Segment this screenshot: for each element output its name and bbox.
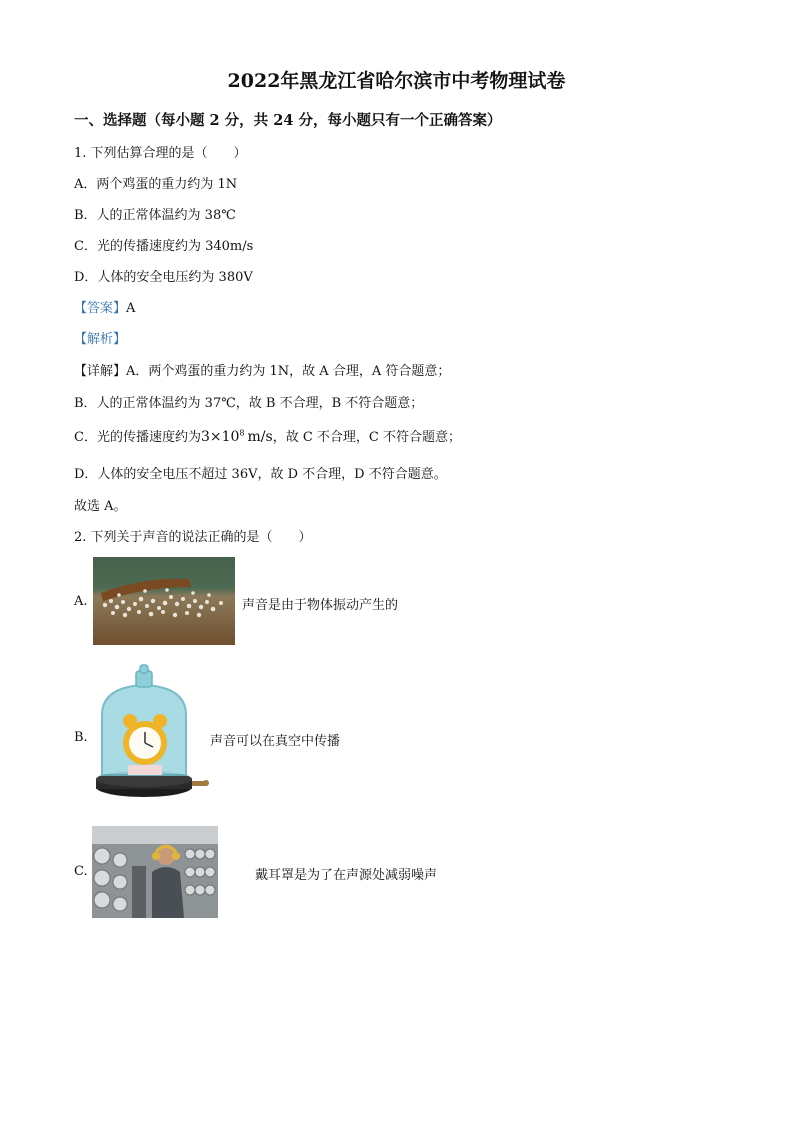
q2-option-c-label: C.: [74, 864, 88, 879]
q1-option-a: A．两个鸡蛋的重力约为 1N: [74, 177, 238, 192]
speed-coefficient: 3×10: [200, 429, 240, 445]
q1-answer: [74, 297, 135, 316]
q2-option-a-label: A.: [74, 594, 88, 609]
answer-tag: 【答案】: [74, 301, 127, 316]
q2-option-b-text: 声音可以在真空中传播: [210, 734, 341, 749]
sound-vibration-photo: [93, 557, 235, 645]
speed-unit: m/s: [247, 429, 273, 445]
speed-exponent: 8: [239, 428, 245, 438]
detail-c-prefix: C．光的传播速度约为: [74, 430, 201, 445]
q1-conclusion: 故选 A。: [74, 499, 127, 514]
q2-option-b-label: B.: [74, 730, 88, 745]
factory-worker-earmuffs-photo: [92, 826, 218, 918]
q2-option-a-text: 声音是由于物体振动产生的: [242, 598, 399, 613]
q2-stem: 2. 下列关于声音的说法正确的是（ ）: [74, 530, 312, 545]
q1-stem: 1. 下列估算合理的是（ ）: [74, 146, 247, 161]
q1-detail-a: 【详解】A．两个鸡蛋的重力约为 1N，故 A 合理，A 符合题意；: [74, 364, 451, 379]
answer-value: A: [126, 301, 136, 316]
bell-jar-alarm-clock-photo: [92, 663, 210, 805]
q1-option-d: D．人体的安全电压约为 380V: [74, 270, 253, 285]
q2-option-c-text: 戴耳罩是为了在声源处减弱噪声: [255, 868, 438, 883]
detail-c-suffix: ，故 C 不合理，C 不符合题意；: [272, 430, 461, 445]
q1-option-c: C．光的传播速度约为 340m/s: [74, 239, 254, 254]
q1-option-b: B．人的正常体温约为 38℃: [74, 208, 236, 223]
q1-detail-b: B．人的正常体温约为 37℃，故 B 不合理，B 不符合题意；: [74, 396, 424, 411]
analysis-tag: 【解析】: [74, 332, 127, 347]
q1-detail-d: D．人体的安全电压不超过 36V，故 D 不合理，D 不符合题意。: [74, 467, 447, 482]
page-title: 2022年黑龙江省哈尔滨市中考物理试卷: [227, 70, 566, 92]
section-heading: 一、选择题（每小题 2 分，共 24 分，每小题只有一个正确答案）: [74, 112, 502, 129]
q1-detail-c: [74, 426, 461, 445]
